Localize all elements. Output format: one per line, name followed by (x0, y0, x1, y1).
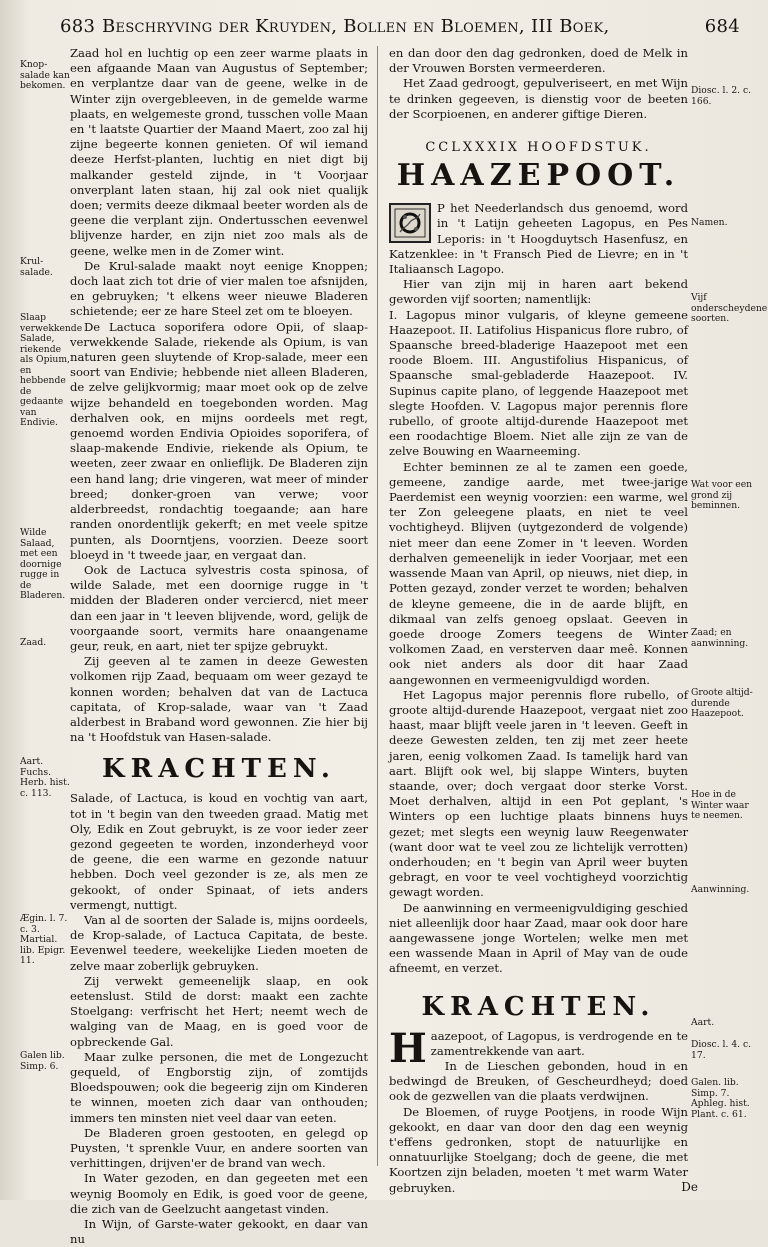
column-divider (377, 46, 378, 1166)
margin-note: Aart. (691, 1017, 715, 1028)
paragraph: en dan door den dag gedronken, doed de Melk in der Vrouwen Borsten vermeerderen. (389, 46, 688, 76)
paragraph: De Bloemen, of ruyge Pootjens, in roode Wijn gekookt, en daar van door den dag een weynig t'effens gedronken, stopt de natuurlijke en onnatuurlijke Stoelgang; doch de geene, die met Koortzen zijn beladen, moeten 't met warm Water gebruyken. (389, 1104, 688, 1195)
margin-note: Zaad. (20, 637, 47, 648)
paragraph: Zij geeven al te zamen in deeze Gewesten volkomen rijp Zaad, bequaam om weer gezayd te konnen worden; behalven dat van de Lactuca capitata, of Krop-salade, waar van 't Zaad alderbest in Braband word gewonnen. Zie hier bij na 't Hoofdstuk van Hasen-salade. (70, 654, 368, 745)
margin-note: Krul-salade. (20, 256, 53, 278)
margin-note: Aanwinning. (691, 884, 750, 895)
paragraph: Ook de Lactuca sylvestris costa spinosa, of wilde Salade, met een doornige rugge in 't midden der Bladeren onder verciercd, niet meer dan een jaar in 't leeven blijvende, word, gelijk de voorgaande soort, vermits hare onaangename geur, reuk, en aart, niet ter spijze gebruykt. (70, 562, 368, 653)
margin-note: Diosc. l. 4. c. 17. (691, 1039, 752, 1061)
paragraph: De Krul-salade maakt noyt eenige Knoppen; doch laat zich tot drie of vier malen toe afsnijden, en gebruyken; 't elkens weer nieuwe Bladeren schietende; eer ze hare Steel zet om te bloeyen. (70, 258, 368, 319)
paragraph: Het Zaad gedroogt, gepulveriseert, en met Wijn te drinken gegeeven, is dienstig voor de beeten der Scorpioenen, en anderer giftige Dieren. (389, 76, 688, 121)
margin-note: Groote altijd-durende Haazepoot. (691, 687, 753, 719)
margin-note: Hoe in de Winter waar te neemen. (691, 789, 749, 821)
margin-note: Galen. lib. Simp. 7. Aphleg. hist. Plant. c. 61. (691, 1077, 750, 1120)
paragraph: De aanwinning en vermeenigvuldiging geschied niet alleenlijk door haar Zaad, maar ook door hare aangewassene jonge Wortelen; welke men met een wassende Maan in April of May van de oude afneemt, en verzet. (389, 900, 688, 976)
paragraph: De Bladeren groen gestooten, en gelegd op Puysten, 't sprenkle Vuur, en andere soorten van verhittingen, drijven'er de brand van wech. (70, 1125, 368, 1171)
paragraph: In Water gezoden, en dan gegeeten met een weynig Boomoly en Edik, is goed voor de geene, die zich van de Geelzucht aangetast vinden. (70, 1171, 368, 1216)
decorated-initial-o-icon (389, 203, 431, 243)
section-heading-krachten: KRACHTEN. (102, 754, 336, 785)
section-heading-krachten: KRACHTEN. (421, 991, 656, 1022)
paragraph: Zij verwekt gemeenelijk slaap, en ook eetenslust. Stild de dorst: maakt een zachte Stoelgang: verfrischt het Hert; neemt wech de walging van de Maag, en is goed voor de opbreckende Gal. (70, 973, 368, 1049)
paragraph: De Lactuca soporifera odore Opii, of slaap-verwekkende Salade, riekende als Opium, is van naturen geen sluytende of Krop-salade, meer een soort van Endivie; hebbende niet alleen Bladeren, de zelve gelijkvormig; maar moet ook op de zelve wijze behandeld en toegebonden worden. Mag derhalven ook, en mijns oordeels met regt, genoemd worden Endivia Opioides soporifera, of slaap-makende Endivie, riekende als Opium, te weeten, zeer zwaar en onlieflijk. De Bladeren zijn een hand lang; drie vingeren, wat meer of minder breed; donker-groen van verwe; voor alderbreedst, rondachtig toegaande; aan hare randen onordentlijk gekerft; en met veele spitze punten, als Doorntjens, voorzien. Deeze soort bloeyd in 't tweede jaar, en vergaat dan. (70, 319, 368, 562)
margin-note: Vijf onderscheydene soorten. (691, 292, 768, 324)
page-number-left: 683 (60, 16, 96, 37)
paragraph: In de Lieschen gebonden, houd in en bedwingd de Breuken, of Gescheurdheyd; doed ook de gezwellen van die plaats verdwijnen. (389, 1058, 688, 1104)
running-header (60, 14, 740, 44)
paragraph: Zaad hol en luchtig op een zeer warme plaats in een afgaande Maan van Augustus of September; en verplantze daar van de geene, welke in de Winter zijn overgebleeven, in de gemelde warme plaats, en welgemeste grond, tusschen volle Maan en 't laatste Quartier der Maand Maert, zoo zal hij zijne begeerte konnen genieten. Of wil iemand deeze Herfst-planten, luchtig en niet digt bij malkander gesteld zijnde, in 't Voorjaar onverplant laten staan, hij zal ook niet qualijk doen; vermits deeze dikmaal beeter worden als de geene die verplant zijn. Ondertusschen eevenwel blijvenze harder, en zijn niet zoo mals als de geene, welke men in de Zomer wint. (70, 46, 368, 258)
margin-note: Wilde Salaad, met een doornige rugge in de Bladeren. (20, 527, 66, 601)
paragraph: Salade, of Lactuca, is koud en vochtig van aart, tot in 't begin van den tweeden graad. Matig met Oly, Edik en Zout gebruykt, is ze voor ieder zeer gezond gegeeten te worden, inzonderheyd voor de geene, die een warme en gezonde natuur hebben. Doch veel gezonder is ze, als men ze gekookt, of onder Spinaat, of iets anders vermengt, nuttigt. (70, 791, 368, 912)
krachten-first-text: aazepoot, of Lagopus, is verdrogende en te zamentrekkende van aart. (430, 1028, 688, 1058)
left-column (70, 46, 368, 1247)
intro-paragraph (389, 201, 688, 277)
paragraph: Het Lagopus major perennis flore rubello, of groote altijd-durende Haazepoot, vergaat niet zoo haast, maar blijft veele jaren in 't leeven. Geeft in deeze Gewesten zelden, ten zij met zeer heete jaren, eenig volkomen Zaad. Is tamelijk hard van aart. Blijft ook wel, bij slappe Winters, buyten staande, over; doch vergaat door sterke Vorst. Moet derhalven, altijd in een Pot geplant, 's Winters op een luchtige plaats binnens huys gezet; met slegts een weynig lauw Reegenwater (want door wat te veel zou ze lichtelijk verrotten) onderhouden; en 't begin van April weer buyten gebragt, en voor te veel vochtigheyd voorzichtig gewagt worden. (389, 687, 688, 900)
right-column (389, 46, 688, 1196)
margin-note: Aart. Fuchs. Herb. hist. c. 113. (20, 756, 70, 799)
margin-note: Wat voor een grond zij beminnen. (691, 479, 753, 511)
margin-note: Ægin. l. 7. c. 3. Martial. lib. Epigr. 11. (20, 913, 68, 966)
running-title: Beschryving der Kruyden, Bollen en Bloemen, III Boek, (102, 16, 610, 37)
paragraph: Maar zulke personen, die met de Longezucht gequeld, of Engborstig zijn, of zomtijds Bloedspouwen; ook die begeerig zijn om Kinderen te winnen, moeten zich daar van onthouden; immers ten minsten niet veel daar van eeten. (70, 1049, 368, 1125)
margin-note: Knop-salade kan bekomen. (20, 59, 70, 91)
paragraph: Hier van zijn mij in haren aart bekend geworden vijf soorten; namentlijk: (389, 277, 688, 307)
margin-note: Galen lib. Simp. 6. (20, 1050, 65, 1072)
drop-cap-h-icon: H (389, 1024, 427, 1072)
margin-note: Namen. (691, 217, 728, 228)
intro-text: P het Neederlandsch dus genoemd, word in 't Latijn geheeten Lagopus, en Pes Leporis: in 't Hoogduytsch Hasenfusz, en Katzenklee: in 't Fransch Pied de Lievre; en in 't Italiaansch Lagopo. (389, 201, 688, 277)
catchword: De (681, 1180, 698, 1194)
margin-note: Zaad; en aanwinning. (691, 627, 749, 649)
margin-note: Diosc. l. 2. c. 166. (691, 85, 752, 107)
margin-note: Slaap verwekkende Salade, riekende als Opium, en hebbende de gedaante van Endivie. (20, 312, 83, 428)
krachten-first-paragraph (389, 1024, 688, 1072)
paragraph: I. Lagopus minor vulgaris, of kleyne gemeene Haazepoot. II. Latifolius Hispanicus flore rubro, of Spaansche breed-bladerige Haazepoot met een roode Bloem. III. Angustifolius Hispanicus, of Spaansche smal-gebladerde Haazepoot. IV. Supinus capite plano, of leggende Haazepoot met slegte Hoofden. V. Lagopus major perennis flore rubello, of groote altijd-durende Haazepoot met een roodachtige Bloem. Niet alle zijn ze van de zelve Bouwing en Waarneeming. (389, 307, 688, 459)
page-number-right: 684 (704, 16, 740, 37)
chapter-title: HAAZEPOOT. (396, 158, 681, 194)
paragraph: Van al de soorten der Salade is, mijns oordeels, de Krop-salade, of Lactuca Capitata, de beste. Eevenwel teedere, weekelijke Lieden moeten de zelve maar zoberlijk gebruyken. (70, 912, 368, 973)
paragraph: In Wijn, of Garste-water gekookt, en daar van nu (70, 1217, 368, 1247)
paragraph: Echter beminnen ze al te zamen een goede, gemeene, zandige aarde, met twee-jarige Paerdemist een weynig voorzien: een warme, wel ter Zon geleegene plaats, en niet te veel vochtigheyd. Blijven (uytgezonderd de volgende) niet meer dan eene Zomer in 't leeven. Worden derhalven gemeenelijk in ieder Voorjaar, met een wassende Maan van April, op nieuws, niet diep, in Potten gezayd, zonder verzet te worden; behalven de kleyne gemeene, die in de aarde blijft, en dikmaal van zelfs genoeg opslaat. Geeven in goede drooge Zomers teegens de Winter volkomen Zaad, en versterven daar meê. Konnen ook niet anders als door dit haar Zaad aangewonnen en vermeenigvuldigd worden. (389, 459, 688, 687)
chapter-number: CCLXXXIX HOOFDSTUK. (425, 140, 652, 156)
